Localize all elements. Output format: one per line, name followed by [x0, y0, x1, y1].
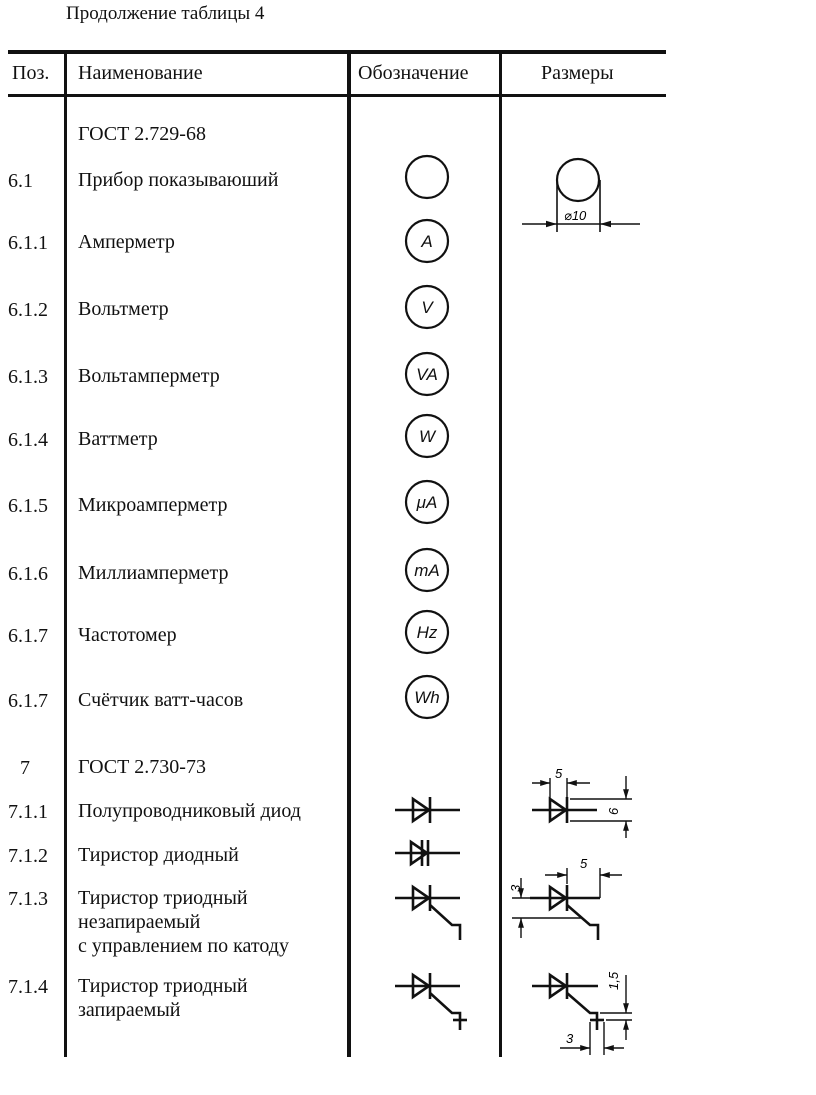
header-symbol: Обозначение [358, 62, 469, 84]
diode-thyristor-symbol [395, 840, 460, 866]
triode-thyristor-symbol [395, 885, 460, 940]
watthour-meter-label: Wh [414, 688, 440, 707]
row-pos: 7.1.1 [8, 801, 48, 823]
row-name: Амперметр [78, 231, 175, 253]
diode-dimension [532, 797, 597, 823]
row-pos: 6.1.4 [8, 429, 48, 451]
row-pos: 6.1.1 [8, 232, 48, 254]
circle-diameter-label: ⌀10 [564, 208, 587, 223]
header-name: Наименование [78, 62, 203, 84]
row-name-line3: с управлением по катоду [78, 935, 289, 957]
row-name: Вольтметр [78, 298, 169, 320]
row-name: Ваттметр [78, 428, 158, 450]
row-pos: 7 [20, 757, 30, 779]
triode-thyristor-dimension [530, 885, 600, 940]
row-pos: 7.1.3 [8, 888, 48, 910]
row-pos: 6.1.3 [8, 366, 48, 388]
row-name-line2: запираемый [78, 999, 181, 1021]
row-name: Вольтамперметр [78, 365, 220, 387]
diode-height-label: 6 [606, 807, 621, 815]
row-name: Полупроводниковый диод [78, 800, 301, 822]
microammeter-label: μA [416, 493, 438, 512]
header-pos: Поз. [12, 62, 50, 84]
diode-width-label: 5 [555, 766, 563, 781]
row-pos: 6.1.6 [8, 563, 48, 585]
row-name: Тиристор диодный [78, 844, 239, 866]
row-pos: 7.1.4 [8, 976, 48, 998]
row-pos: 6.1.2 [8, 299, 48, 321]
row-name: Счётчик ватт-часов [78, 689, 244, 711]
lockable-thyristor-dimension [532, 973, 604, 1030]
voltammeter-label: VA [416, 365, 438, 384]
voltmeter-label: V [421, 298, 433, 317]
wattmeter-label: W [418, 427, 436, 446]
row-name: Тиристор триодный [78, 887, 248, 909]
instrument-circle [406, 156, 448, 198]
header-size: Размеры [541, 62, 614, 84]
section-title: ГОСТ 2.729-68 [78, 123, 206, 145]
row-pos: 6.1.5 [8, 495, 48, 517]
section-title: ГОСТ 2.730-73 [78, 756, 206, 778]
milliammeter-label: mA [414, 561, 440, 580]
gto-height-label: 1,5 [606, 971, 621, 990]
frequency-meter-label: Hz [416, 623, 438, 642]
lockable-thyristor-symbol [395, 973, 467, 1030]
table-caption: Продолжение таблицы 4 [66, 3, 265, 24]
row-pos: 7.1.2 [8, 845, 48, 867]
row-name: Частотомер [78, 624, 177, 646]
row-name: Тиристор триодный [78, 975, 248, 997]
gto-width-label: 3 [566, 1031, 574, 1046]
row-pos: 6.1.7 [8, 690, 48, 712]
row-name: Микроамперметр [78, 494, 228, 516]
diode-symbol [395, 797, 460, 823]
row-name: Прибор показываюший [78, 169, 279, 191]
triode-offset-label: 3 [508, 884, 523, 892]
ammeter-label: A [421, 232, 433, 251]
row-name-line2: незапираемый [78, 911, 201, 933]
row-pos: 6.1 [8, 170, 33, 192]
row-pos: 6.1.7 [8, 625, 48, 647]
row-name: Миллиамперметр [78, 562, 229, 584]
triode-width-label: 5 [580, 856, 588, 871]
